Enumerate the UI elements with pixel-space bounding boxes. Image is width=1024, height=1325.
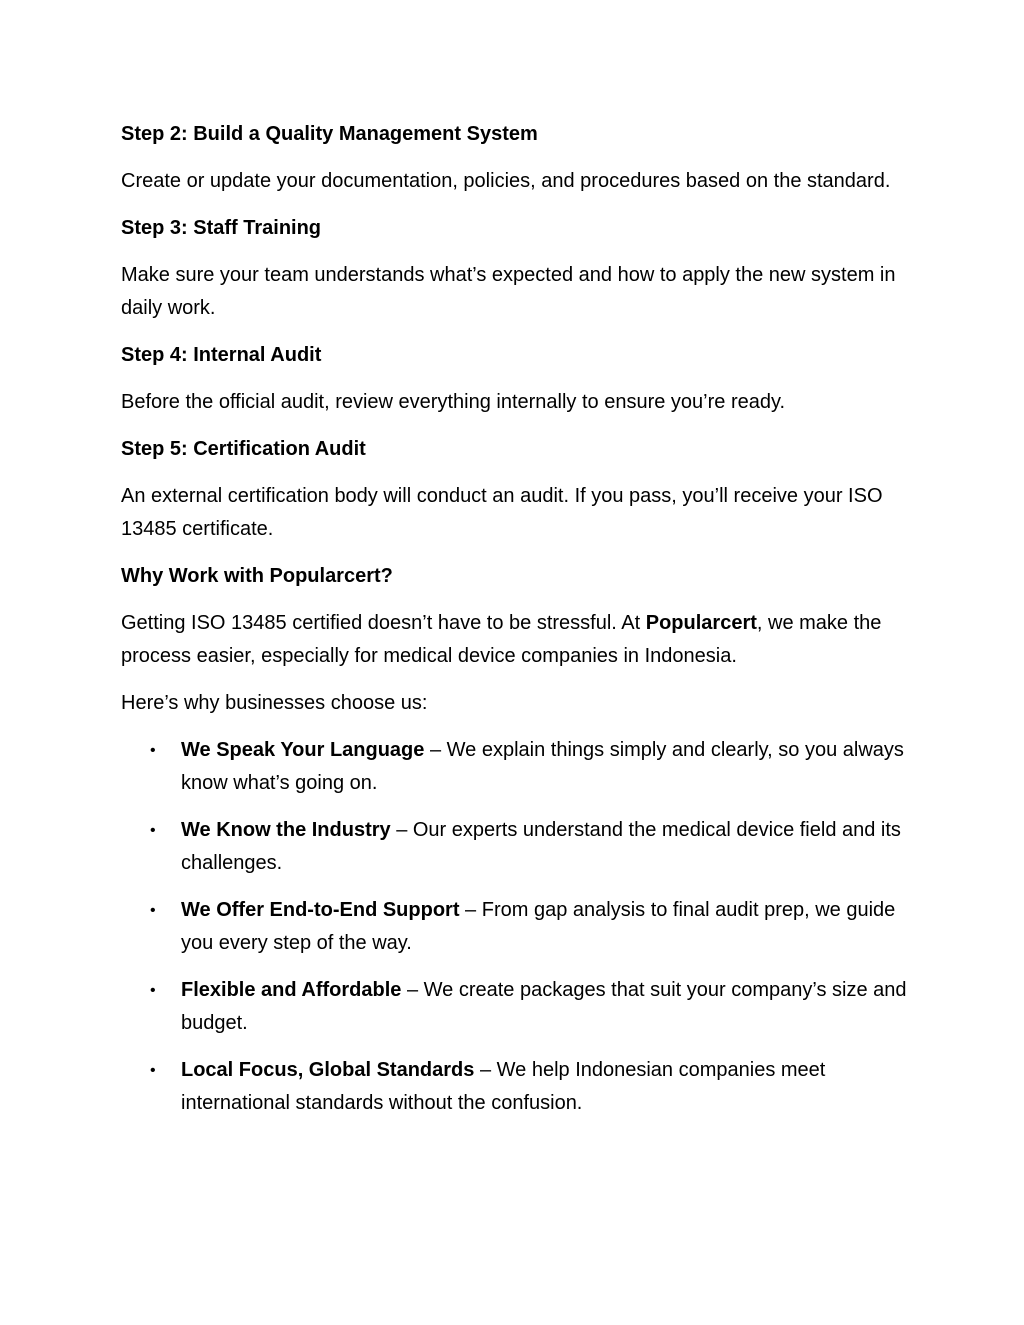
bullet-icon: • [150, 1062, 156, 1079]
step-4-body: Before the official audit, review everything internally to ensure you’re ready. [121, 391, 786, 413]
step-3-body: Make sure your team understands what’s expected and how to apply the new system in daily work. [121, 264, 896, 319]
benefit-term: We Know the Industry [181, 819, 391, 841]
benefits-list [121, 734, 911, 1120]
bullet-icon: • [150, 982, 156, 999]
benefit-term: Local Focus, Global Standards [181, 1059, 475, 1081]
why-section [121, 560, 911, 1120]
step-4-section [121, 339, 911, 419]
step-2-heading: Step 2: Build a Quality Management System [121, 123, 538, 145]
brand-name: Popularcert [645, 612, 757, 634]
benefit-term: We Speak Your Language [181, 739, 425, 761]
benefit-item-support [150, 894, 911, 960]
document-page [121, 118, 911, 1134]
benefit-item-local-focus [150, 1054, 911, 1120]
why-intro-after: , we make the process easier, especially for medical device companies in Indonesia. [121, 612, 882, 667]
why-heading: Why Work with Popularcert? [121, 565, 393, 587]
benefit-text: – We create packages that suit your company’s size and budget. [181, 979, 907, 1034]
benefit-text: – We help Indonesian companies meet international standards without the confusion. [181, 1059, 826, 1114]
benefit-item-affordable [150, 974, 911, 1040]
bullet-icon: • [150, 742, 156, 759]
step-5-body: An external certification body will conduct an audit. If you pass, you’ll receive your ISO 13485 certificate. [121, 485, 883, 540]
bullet-icon: • [150, 902, 156, 919]
benefit-term: Flexible and Affordable [181, 979, 402, 1001]
step-3-section [121, 212, 911, 325]
why-intro-before: Getting ISO 13485 certified doesn’t have to be stressful. At [121, 612, 646, 634]
why-lead: Here’s why businesses choose us: [121, 692, 428, 714]
step-2-section [121, 118, 911, 198]
benefit-term: We Offer End-to-End Support [181, 899, 460, 921]
step-5-section [121, 433, 911, 546]
benefit-text: – We explain things simply and clearly, so you always know what’s going on. [181, 739, 904, 794]
step-2-body: Create or update your documentation, policies, and procedures based on the standard. [121, 170, 891, 192]
step-5-heading: Step 5: Certification Audit [121, 438, 366, 460]
benefit-text: – From gap analysis to final audit prep, we guide you every step of the way. [181, 899, 896, 954]
bullet-icon: • [150, 822, 156, 839]
benefit-item-industry [150, 814, 911, 880]
benefit-text: – Our experts understand the medical device field and its challenges. [181, 819, 901, 874]
step-3-heading: Step 3: Staff Training [121, 217, 322, 239]
step-4-heading: Step 4: Internal Audit [121, 344, 322, 366]
benefit-item-language [150, 734, 911, 800]
why-intro [121, 607, 911, 673]
